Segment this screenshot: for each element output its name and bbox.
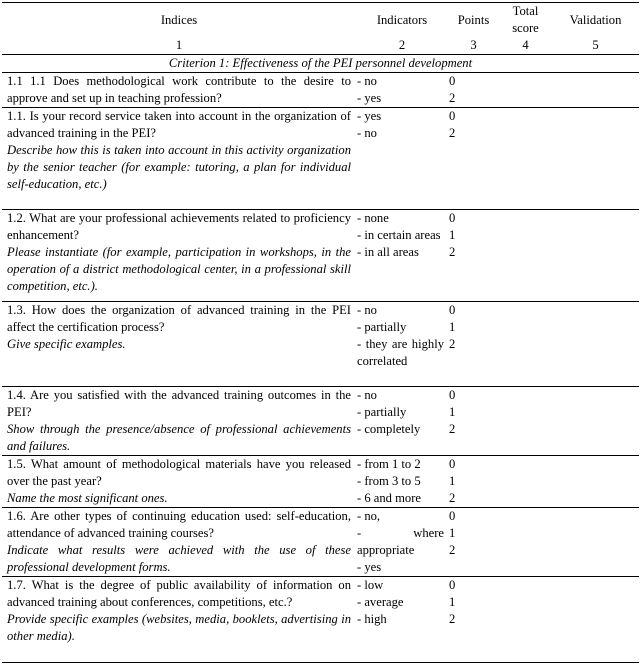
question-text: 1.3. How does the organization of advanced training in the PEI affect the certification process? <box>7 303 351 334</box>
question-text: 1.7. What is the degree of public availability of information on advanced training about conferences, competitions, etc.? <box>7 578 351 609</box>
indicator-option: - completely <box>357 422 421 436</box>
header-validation: Validation <box>552 3 639 38</box>
indicator-option: - none <box>357 211 389 225</box>
point-value: 1 <box>449 595 456 609</box>
indicator-option: - in all areas <box>357 245 419 259</box>
point-value: 1 <box>449 228 456 242</box>
indicators-cell <box>356 302 448 387</box>
question-cell <box>2 456 356 508</box>
point-value: 2 <box>449 612 456 626</box>
indicator-option: - partially <box>357 405 407 419</box>
question-cell <box>2 508 356 577</box>
indicator-option: - from 3 to 5 <box>357 474 421 488</box>
total-score-cell <box>499 387 552 456</box>
indicator-option: - in certain areas <box>357 228 441 242</box>
indicator-option: - no <box>357 388 377 402</box>
question-note: Please instantiate (for example, participation in workshops, in the operation of a district methodological center, in a professional skill competition, etc.). <box>7 245 351 293</box>
point-value: 1 <box>449 474 456 488</box>
total-score-cell <box>499 508 552 577</box>
column-number: 1 <box>2 37 356 55</box>
points-cell <box>448 577 499 663</box>
question-cell <box>2 73 356 108</box>
indicator-option: - yes <box>357 91 382 105</box>
column-number: 5 <box>552 37 639 55</box>
validation-cell <box>552 456 639 508</box>
table-row <box>2 302 639 387</box>
indicator-option: - no <box>357 126 377 140</box>
question-note: Provide specific examples (websites, media, booklets, advertising in other media). <box>7 612 351 643</box>
validation-cell <box>552 302 639 387</box>
criteria-rows <box>2 73 639 663</box>
validation-cell <box>552 508 639 577</box>
question-text: 1.6. Are other types of continuing education used: self-education, attendance of advanced training courses? <box>7 509 351 540</box>
question-text: 1.4. Are you satisfied with the advanced training outcomes in the PEI? <box>7 388 351 419</box>
question-cell <box>2 577 356 663</box>
question-text: 1.1 1.1 Does methodological work contribute to the desire to approve and set up in teaching profession? <box>7 74 351 105</box>
question-note: Name the most significant ones. <box>7 491 168 505</box>
question-note: Describe how this is taken into account in this activity organization by the senior teacher (for example: tutoring, a plan for individual self-education, etc.) <box>7 143 351 191</box>
indicator-option: - partially <box>357 320 407 334</box>
point-value: 2 <box>449 491 456 505</box>
total-score-cell <box>499 577 552 663</box>
point-value: 1 <box>449 526 456 540</box>
column-number-row <box>2 37 639 55</box>
indicator-option: - yes <box>357 109 382 123</box>
indicators-cell <box>356 387 448 456</box>
table-row <box>2 508 639 577</box>
total-score-cell <box>499 456 552 508</box>
question-cell <box>2 387 356 456</box>
point-value: 0 <box>449 211 456 225</box>
point-value: 2 <box>449 91 456 105</box>
indicator-option: - no <box>357 303 377 317</box>
points-cell <box>448 210 499 302</box>
indicator-option: - yes <box>357 560 382 574</box>
point-value: 0 <box>449 109 456 123</box>
total-score-cell <box>499 210 552 302</box>
point-value: 0 <box>449 303 456 317</box>
point-value: 2 <box>449 543 456 557</box>
indicator-option: - where appropriate <box>357 526 444 557</box>
indicator-option: - from 1 to 2 <box>357 457 421 471</box>
table-row <box>2 108 639 210</box>
question-note: Give specific examples. <box>7 337 126 351</box>
point-value: 0 <box>449 509 456 523</box>
question-text: 1.2. What are your professional achievements related to proficiency enhancement? <box>7 211 351 242</box>
validation-cell <box>552 387 639 456</box>
criterion-row <box>2 55 639 73</box>
points-cell <box>448 387 499 456</box>
validation-cell <box>552 577 639 663</box>
indicator-option: - no, <box>357 509 381 523</box>
point-value: 0 <box>449 74 456 88</box>
header-points: Points <box>448 3 499 38</box>
total-score-cell <box>499 302 552 387</box>
question-cell <box>2 108 356 210</box>
table-row <box>2 73 639 108</box>
column-number: 3 <box>448 37 499 55</box>
table-header-row <box>2 3 639 38</box>
indicator-option: - 6 and more <box>357 491 421 505</box>
question-cell <box>2 210 356 302</box>
points-cell <box>448 108 499 210</box>
points-cell <box>448 73 499 108</box>
criterion-title: Criterion 1: Effectiveness of the PEI personnel development <box>2 55 639 73</box>
point-value: 2 <box>449 422 456 436</box>
point-value: 1 <box>449 320 456 334</box>
criteria-table <box>2 2 639 663</box>
points-cell <box>448 456 499 508</box>
header-indicators: Indicators <box>356 3 448 38</box>
indicator-option: - they are highly correlated <box>357 337 444 368</box>
point-value: 0 <box>449 457 456 471</box>
header-indices: Indices <box>2 3 356 38</box>
validation-cell <box>552 210 639 302</box>
indicators-cell <box>356 508 448 577</box>
points-cell <box>448 508 499 577</box>
question-note: Show through the presence/absence of professional achievements and failures. <box>7 422 351 453</box>
indicators-cell <box>356 456 448 508</box>
indicator-option: - low <box>357 578 384 592</box>
table-row <box>2 577 639 663</box>
table-row <box>2 456 639 508</box>
point-value: 2 <box>449 245 456 259</box>
indicators-cell <box>356 577 448 663</box>
total-score-cell <box>499 73 552 108</box>
question-text: 1.5. What amount of methodological materials have you released over the past year? <box>7 457 351 488</box>
question-text: 1.1. Is your record service taken into account in the organization of advanced training in the PEI? <box>7 109 351 140</box>
question-note: Indicate what results were achieved with the use of these professional development forms. <box>7 543 351 574</box>
header-total-score: Total score <box>499 3 552 38</box>
table-row <box>2 387 639 456</box>
validation-cell <box>552 73 639 108</box>
total-score-cell <box>499 108 552 210</box>
indicator-option: - no <box>357 74 377 88</box>
column-number: 4 <box>499 37 552 55</box>
point-value: 0 <box>449 578 456 592</box>
point-value: 2 <box>449 337 456 351</box>
point-value: 0 <box>449 388 456 402</box>
indicator-option: - average <box>357 595 404 609</box>
table-row <box>2 210 639 302</box>
validation-cell <box>552 108 639 210</box>
point-value: 1 <box>449 405 456 419</box>
indicators-cell <box>356 73 448 108</box>
indicators-cell <box>356 108 448 210</box>
indicator-option: - high <box>357 612 387 626</box>
column-number: 2 <box>356 37 448 55</box>
point-value: 2 <box>449 126 456 140</box>
indicators-cell <box>356 210 448 302</box>
question-cell <box>2 302 356 387</box>
points-cell <box>448 302 499 387</box>
